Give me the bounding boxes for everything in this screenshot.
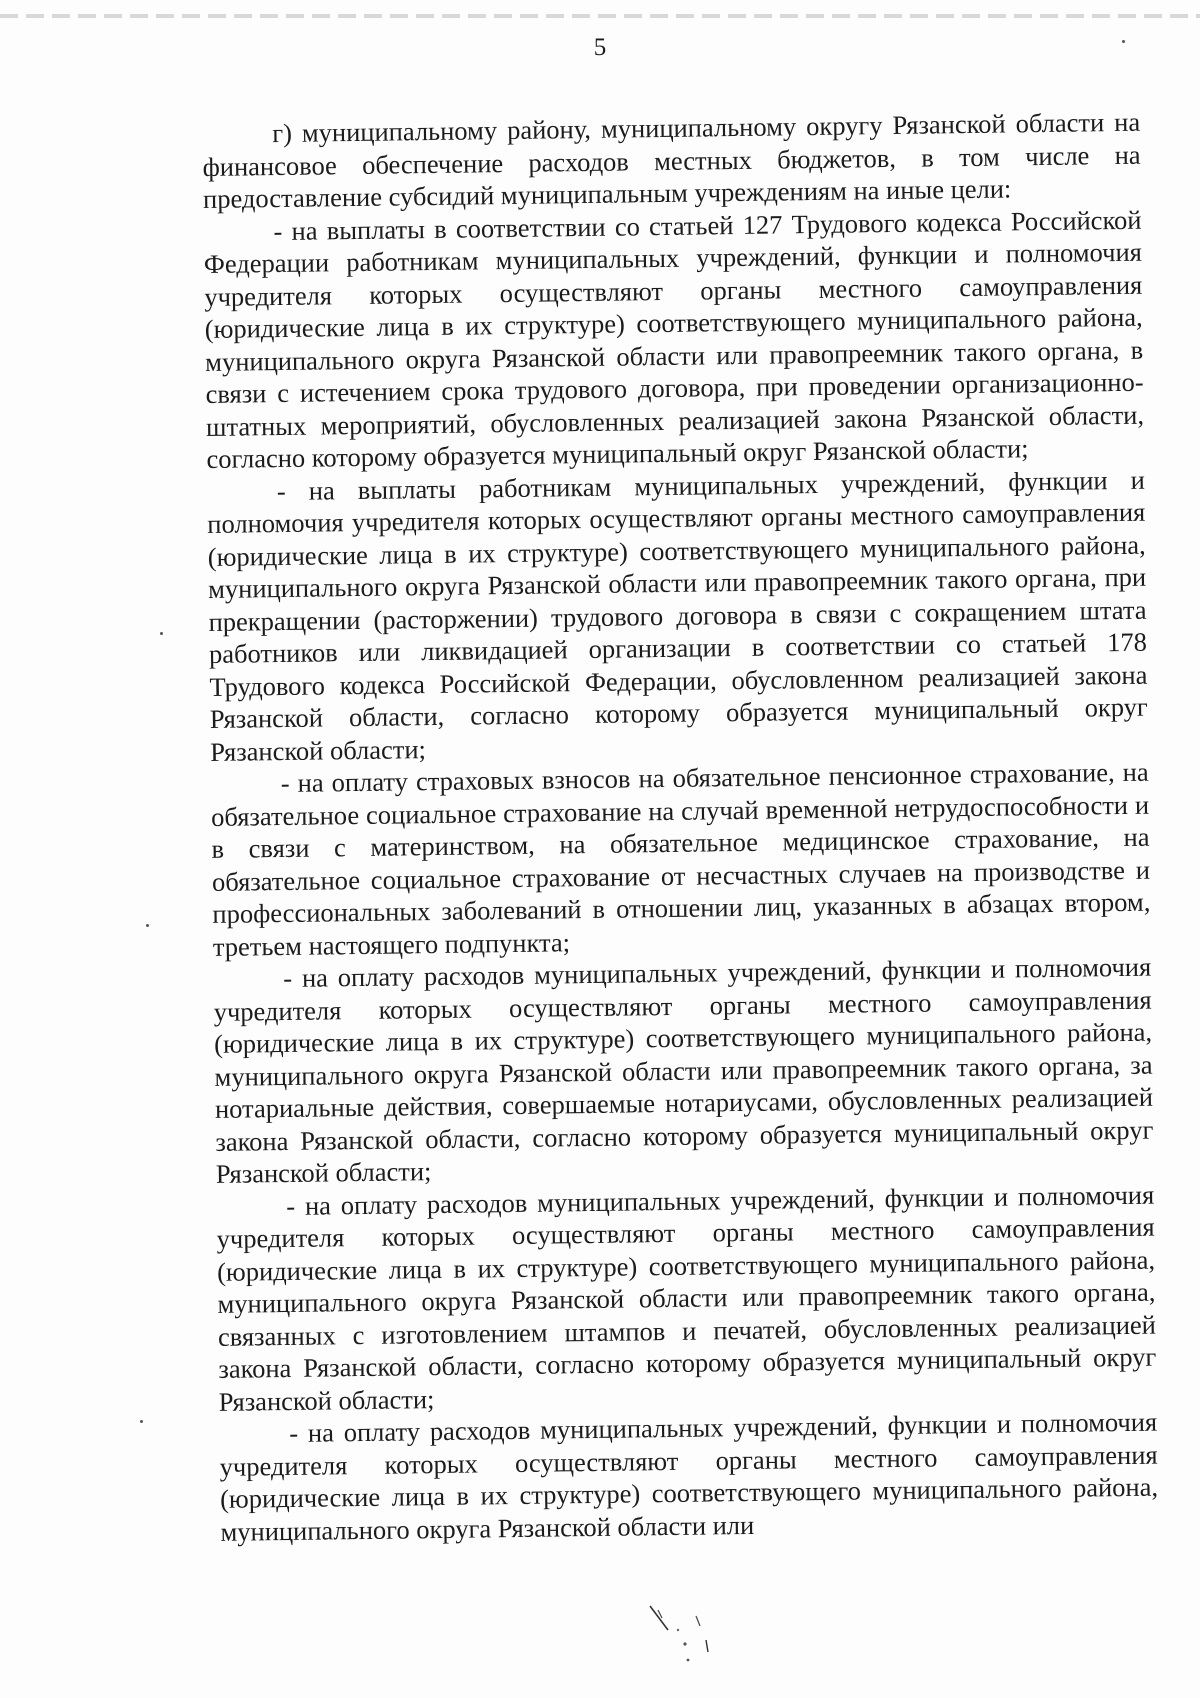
scan-speck [160,632,163,635]
paragraph-item-1: - на выплаты в соответствии со статьей 127 Трудового кодекса Российской Федерации работникам муниципальных учреждений, функции и полномочия учредителя которых осуществляют органы местного самоуправления (юридические лица в их структуре) соответствующего муниципального района, муниципального округа Рязанской области или правопреемник такого органа, в связи с истечением срока трудового договора, при проведении организационно-штатных мероприятий, обусловленных реализацией закона Рязанской области, согласно которому образуется муниципальный округ Рязанской области; [203,204,1145,474]
scan-speck [1122,40,1125,43]
paragraph-item-3: - на оплату страховых взносов на обязательное пенсионное страхование, на обязательное социальное страхование на случай временной нетрудоспособности и в связи с материнством, на обязательное медицинское страхование, на обязательное социальное страхование от несчастных случаев на производстве и профессиональных заболеваний в отношении лиц, указанных в абзацах втором, третьем настоящего подпункта; [210,756,1151,962]
scan-speck [140,1420,143,1423]
document-body [202,106,1159,1548]
paragraph-item-2: - на выплаты работникам муниципальных учреждений, функции и полномочия учредителя которых осуществляют органы местного самоуправления (юридические лица в их структуре) соответствующего муниципального района, муниципального округа Рязанской области или правопреемник такого органа, при прекращении (расторжении) трудового договора в связи с сокращением штата работников или ликвидацией организации в соответствии со статьей 178 Трудового кодекса Российской Федерации, обусловленном реализацией закона Рязанской области, согласно которому образуется муниципальный округ Рязанской области; [207,464,1148,767]
scan-artifact-strokes [640,1600,730,1680]
scan-top-edge [0,14,1200,18]
scan-speck [146,924,149,927]
page-number: 5 [593,34,607,61]
scan-artifact-marks [640,1600,730,1680]
paragraph-item-6: - на оплату расходов муниципальных учреждений, функции и полномочия учредителя которых осуществляют органы местного самоуправления (юридические лица в их структуре) соответствующего муниципального района, муниципального округа Рязанской области или [219,1406,1159,1547]
paragraph-item-4: - на оплату расходов муниципальных учреждений, функции и полномочия учредителя которых осуществляют органы местного самоуправления (юридические лица в их структуре) соответствующего муниципального района, муниципального округа Рязанской области или правопреемник такого органа, за нотариальные действия, совершаемые нотариусами, обусловленных реализацией закона Рязанской области, согласно которому образуется муниципальный округ Рязанской области; [213,951,1154,1189]
paragraph-intro: г) муниципальному району, муниципальному округу Рязанской области на финансовое обеспечение расходов местных бюджетов, в том числе на предоставление субсидий муниципальным учреждениям на иные цели: [202,106,1141,214]
paragraph-item-5: - на оплату расходов муниципальных учреждений, функции и полномочия учредителя которых осуществляют органы местного самоуправления (юридические лица в их структуре) соответствующего муниципального района, муниципального округа Рязанской области или правопреемник такого органа, связанных с изготовлением штампов и печатей, обусловленных реализацией закона Рязанской области, согласно которому образуется муниципальный округ Рязанской области; [216,1179,1157,1417]
